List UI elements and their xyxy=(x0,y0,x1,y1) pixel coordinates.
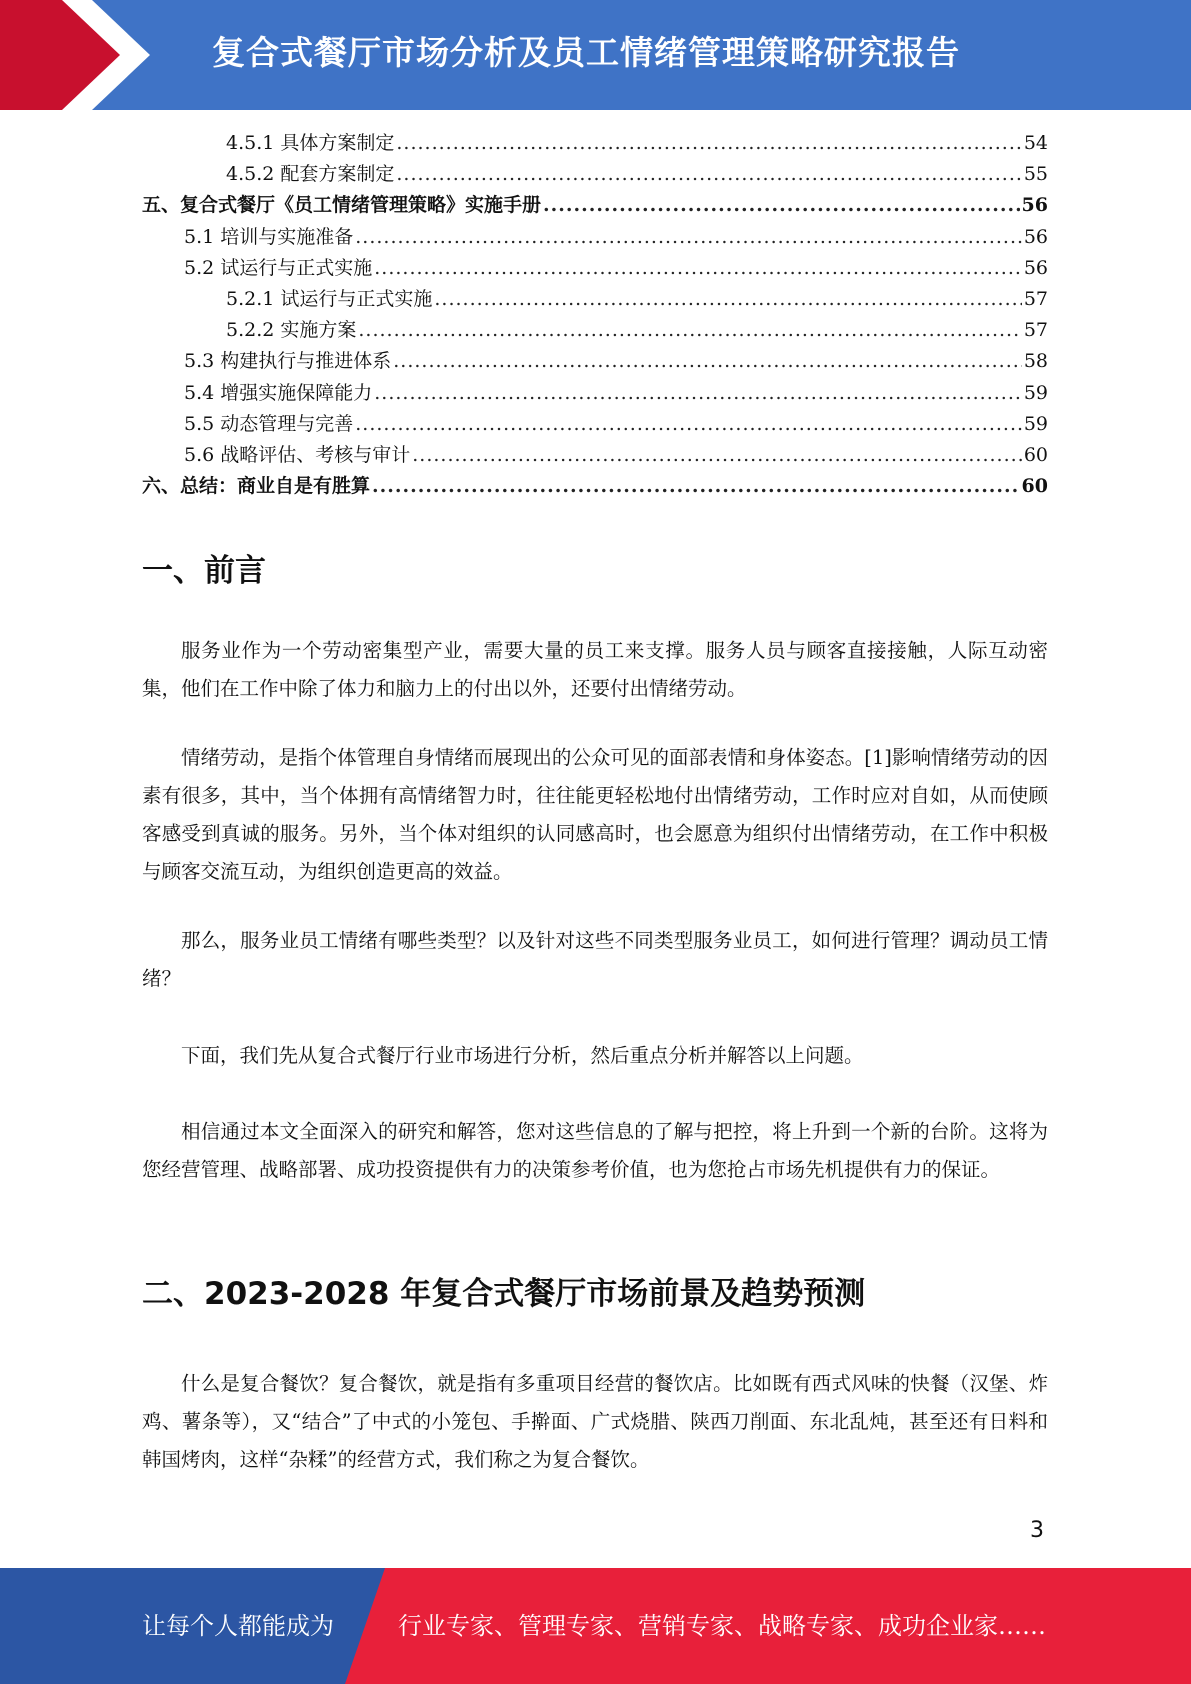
toc-entry-title: 5.5 动态管理与完善 xyxy=(184,412,354,435)
toc-entry-title: 4.5.1 具体方案制定 xyxy=(226,132,395,154)
toc-dot-leader xyxy=(543,190,1020,221)
section-title-market-outlook: 二、2023-2028 年复合式餐厅市场前景及趋势预测 xyxy=(142,1276,866,1312)
toc-entry[interactable] xyxy=(142,284,1048,315)
toc-entry-title: 5.3 构建执行与推进体系 xyxy=(184,350,392,373)
toc-entry[interactable] xyxy=(142,190,1048,221)
toc-dot-leader xyxy=(372,471,1020,502)
paragraph: 相信通过本文全面深入的研究和解答，您对这些信息的了解与把控，将上升到一个新的台阶。这将为您经营管理、战略部署、成功投资提供有力的决策参考价值，也为您抢占市场先机提供有力的保证。 xyxy=(142,1120,1048,1181)
toc-entry-title: 5.1 培训与实施准备 xyxy=(184,225,354,248)
toc-entry-title: 5.6 战略评估、考核与审计 xyxy=(184,443,411,466)
toc-entry[interactable] xyxy=(142,440,1048,471)
header-arrow-decoration xyxy=(0,0,160,110)
toc-entry[interactable] xyxy=(142,222,1048,253)
page-header xyxy=(0,0,1191,110)
toc-entry-page: 60 xyxy=(1023,443,1048,466)
paragraph: 情绪劳动，是指个体管理自身情绪而展现出的公众可见的面部表情和身体姿态。[1]影响情绪劳动的因素有很多，其中，当个体拥有高情绪智力时，往往能更轻松地付出情绪劳动，工作时应对自如，从而使顾客感受到真诚的服务。另外，当个体对组织的认同感高时，也会愿意为组织付出情绪劳动，在工作中积极与顾客交流互动，为组织创造更高的效益。 xyxy=(142,746,1048,883)
toc-entry[interactable] xyxy=(142,378,1048,409)
toc-dot-leader xyxy=(412,440,1022,471)
toc-entry-title: 5.4 增强实施保障能力 xyxy=(184,381,373,404)
toc-entry-title: 5.2 试运行与正式实施 xyxy=(184,256,373,279)
paragraph: 下面，我们先从复合式餐厅行业市场进行分析，然后重点分析并解答以上问题。 xyxy=(181,1044,864,1067)
toc-entry[interactable] xyxy=(142,159,1048,190)
toc-dot-leader xyxy=(355,222,1022,253)
paragraph: 服务业作为一个劳动密集型产业，需要大量的员工来支撑。服务人员与顾客直接接触，人际互动密集，他们在工作中除了体力和脑力上的付出以外，还要付出情绪劳动。 xyxy=(142,639,1048,700)
toc-entry-title: 六、总结：商业自是有胜算 xyxy=(142,475,371,498)
toc-entry-page: 56 xyxy=(1023,225,1048,248)
paragraph: 什么是复合餐饮？复合餐饮，就是指有多重项目经营的餐饮店。比如既有西式风味的快餐（汉堡、炸鸡、薯条等），又“结合”了中式的小笼包、手擀面、广式烧腊、陕西刀削面、东北乱炖，甚至还有日料和韩国烤肉，这样“杂糅”的经营方式，我们称之为复合餐饮。 xyxy=(142,1372,1048,1471)
toc-dot-leader xyxy=(434,284,1021,315)
toc-entry-title: 五、复合式餐厅《员工情绪管理策略》实施手册 xyxy=(142,194,542,217)
toc-dot-leader xyxy=(374,378,1022,409)
toc-entry-page: 57 xyxy=(1023,287,1048,310)
section-title-preface: 一、前言 xyxy=(142,553,266,589)
toc-entry-page: 57 xyxy=(1023,319,1048,342)
toc-entry[interactable] xyxy=(142,315,1048,346)
toc-dot-leader xyxy=(396,159,1021,190)
toc-entry-page: 54 xyxy=(1023,132,1048,154)
toc-entry-page: 56 xyxy=(1023,256,1048,279)
footer-slogan-left: 让每个人都能成为 xyxy=(142,1612,334,1640)
toc-entry-page: 59 xyxy=(1023,381,1048,404)
document-title: 复合式餐厅市场分析及员工情绪管理策略研究报告 xyxy=(212,33,960,72)
paragraph: 那么，服务业员工情绪有哪些类型？以及针对这些不同类型服务业员工，如何进行管理？调动员工情绪？ xyxy=(142,929,1048,990)
page-number: 3 xyxy=(1030,1518,1044,1543)
toc-entry[interactable] xyxy=(142,346,1048,377)
toc-dot-leader xyxy=(393,346,1022,377)
toc-dot-leader xyxy=(396,128,1021,159)
toc-entry[interactable] xyxy=(142,253,1048,284)
footer-slogan-right: 行业专家、管理专家、营销专家、战略专家、成功企业家…… xyxy=(398,1612,1046,1640)
toc-entry[interactable] xyxy=(142,409,1048,440)
toc-dot-leader xyxy=(374,253,1022,284)
toc-entry-page: 55 xyxy=(1023,163,1048,186)
toc-entry-page: 58 xyxy=(1023,350,1048,373)
toc-entry-page: 56 xyxy=(1021,194,1048,217)
page-footer xyxy=(0,1568,1191,1684)
toc-entry-title: 5.2.2 实施方案 xyxy=(226,319,357,342)
toc-entry[interactable] xyxy=(142,471,1048,502)
toc-entry-title: 5.2.1 试运行与正式实施 xyxy=(226,287,433,310)
toc-entry-title: 4.5.2 配套方案制定 xyxy=(226,163,395,186)
toc-entry-page: 60 xyxy=(1021,475,1048,498)
table-of-contents xyxy=(142,128,1048,502)
toc-entry-page: 59 xyxy=(1023,412,1048,435)
toc-dot-leader xyxy=(355,409,1022,440)
toc-dot-leader xyxy=(358,315,1021,346)
toc-entry[interactable] xyxy=(142,128,1048,159)
